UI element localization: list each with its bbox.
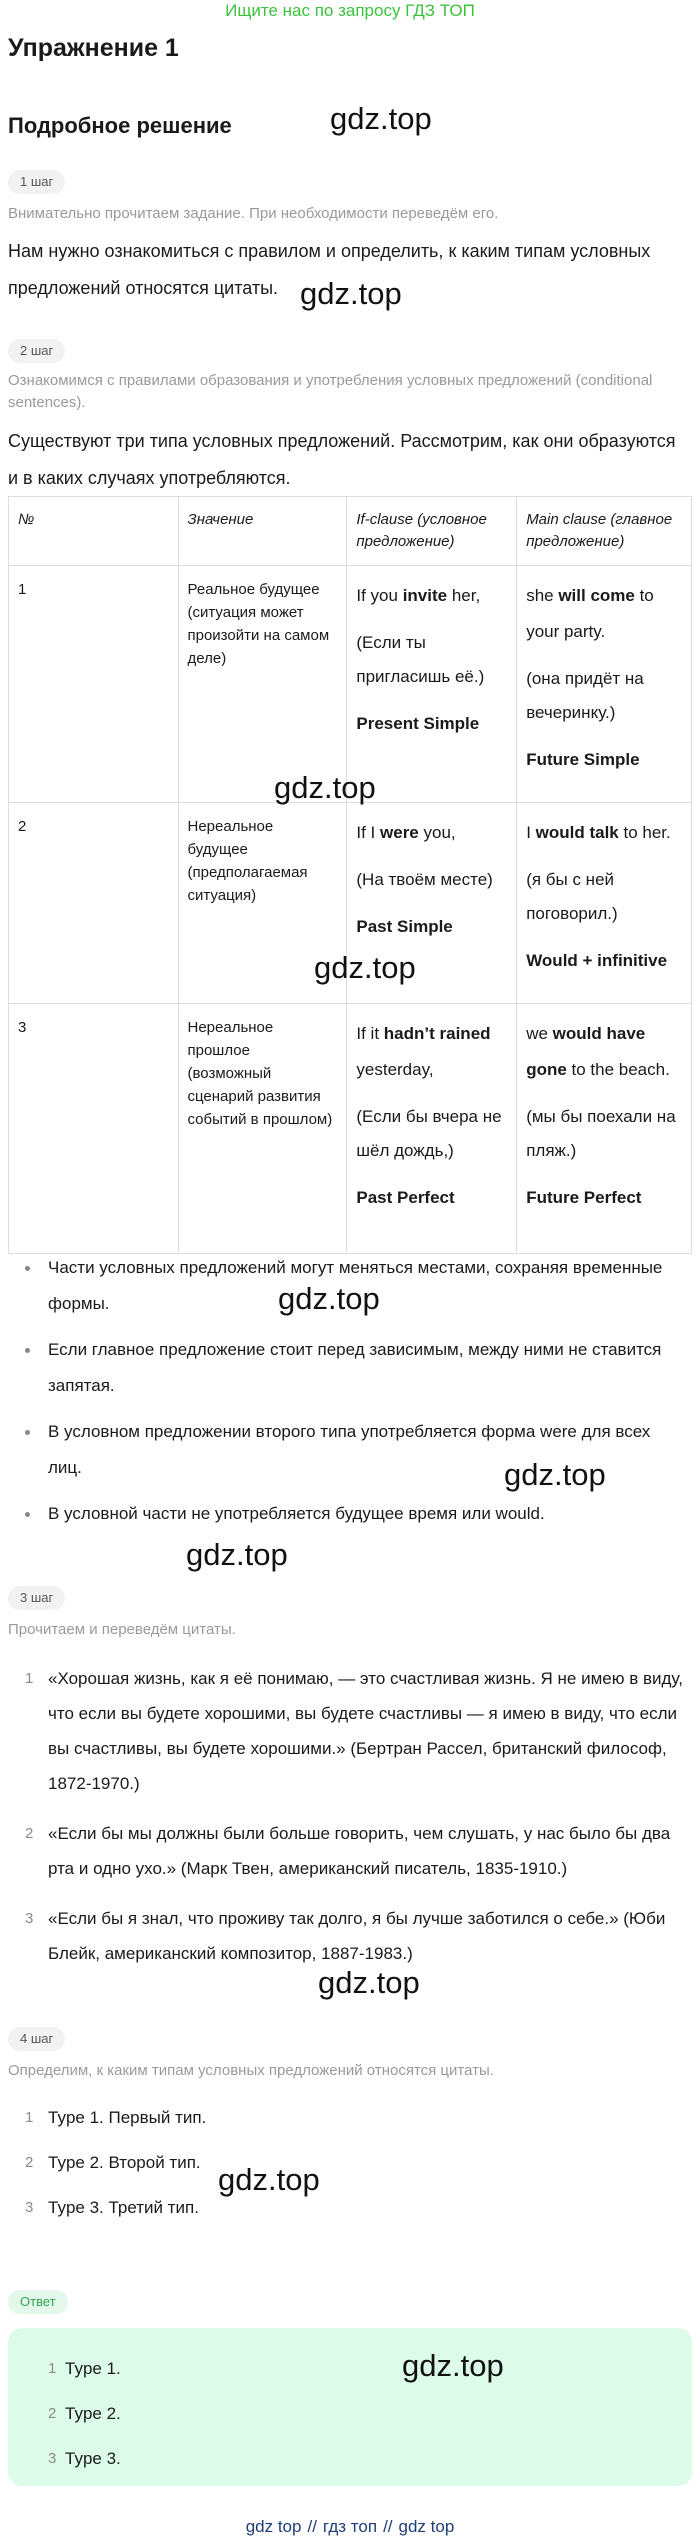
watermark: gdz.top xyxy=(330,101,432,136)
row-meaning: Реальное будущее (ситуация может произойти на самом деле) xyxy=(178,566,347,803)
rule-text: В условном предложении второго типа употребляется форма were для всех лиц. xyxy=(48,1422,651,1477)
example-text: to her. xyxy=(618,823,671,842)
footer-links xyxy=(0,2517,700,2537)
quote-text: «Если бы я знал, что проживу так долго, я бы лучше заботился о себе.» (Юби Блейк, американский композитор, 1887-1983.) xyxy=(48,1909,666,1963)
list-item xyxy=(8,2190,688,2225)
rule-text: Если главное предложение стоит перед зависимым, между ними не ставится запятая. xyxy=(48,1340,662,1395)
row-number: 3 xyxy=(9,1004,179,1254)
example-translation: (она придёт на вечеринку.) xyxy=(526,669,644,722)
answer-text: Type 2. xyxy=(65,2404,121,2423)
table-header-row xyxy=(9,497,692,566)
tense-name: Would + infinitive xyxy=(526,951,668,970)
list-item xyxy=(8,1332,688,1404)
row-meaning: Нереальное будущее (предполагаемая ситуация) xyxy=(178,803,347,1004)
example-translation: (мы бы поехали на пляж.) xyxy=(526,1107,676,1160)
step-badge: 3 шаг xyxy=(8,1586,65,1610)
list-number: 2 xyxy=(48,2405,57,2422)
list-number: 1 xyxy=(48,2360,57,2377)
list-item xyxy=(8,2354,692,2384)
watermark: gdz.top xyxy=(300,276,402,311)
list-item xyxy=(8,1661,688,1801)
step-text: Существуют три типа условных предложений. Рассмотрим, как они образуются и в каких случаях употребляются. xyxy=(8,431,676,488)
answer-text: Type 1. xyxy=(65,2359,121,2378)
type-text: Type 2. Второй тип. xyxy=(48,2153,201,2172)
list-number: 1 xyxy=(25,2109,34,2126)
example-translation: (я бы с ней поговорил.) xyxy=(526,870,618,923)
example-text: to your party. xyxy=(526,586,654,641)
list-number: 2 xyxy=(25,1825,34,1842)
bullet-icon xyxy=(25,1348,30,1353)
tense-name: Present Simple xyxy=(356,714,480,733)
step-note: Прочитаем и переведём цитаты. xyxy=(8,1621,236,1638)
step-badge: 4 шаг xyxy=(8,2027,65,2051)
quotes-list xyxy=(8,1661,688,1986)
table-header: Значение xyxy=(178,497,347,566)
main-clause-cell xyxy=(517,803,692,1004)
list-item xyxy=(8,2145,688,2180)
example-verb: would talk xyxy=(535,823,619,842)
list-item xyxy=(8,1816,688,1886)
type-text: Type 1. Первый тип. xyxy=(48,2108,207,2127)
list-item xyxy=(8,2444,692,2474)
rule-text: В условной части не употребляется будущее время или would. xyxy=(48,1504,545,1523)
example-text: yesterday, xyxy=(356,1060,434,1079)
table-header: № xyxy=(9,497,179,566)
bullet-icon xyxy=(25,1430,30,1435)
watermark: gdz.top xyxy=(186,1537,288,1572)
footer-link[interactable]: гдз топ xyxy=(322,2517,378,2536)
example-text: she xyxy=(526,586,559,605)
list-number: 1 xyxy=(25,1670,34,1687)
example-text: to the beach. xyxy=(566,1060,670,1079)
footer-link[interactable]: gdz top xyxy=(398,2517,455,2536)
list-item xyxy=(8,2399,692,2429)
example-text: we xyxy=(526,1024,553,1043)
tense-name: Future Perfect xyxy=(526,1188,642,1207)
type-text: Type 3. Третий тип. xyxy=(48,2198,199,2217)
row-meaning: Нереальное прошлое (возможный сценарий развития событий в прошлом) xyxy=(178,1004,347,1254)
watermark: gdz.top xyxy=(314,950,416,985)
list-number: 3 xyxy=(48,2450,57,2467)
step-badge: 2 шаг xyxy=(8,339,65,363)
main-clause-cell xyxy=(517,566,692,803)
watermark: gdz.top xyxy=(274,770,376,805)
conditionals-table xyxy=(8,496,692,1254)
tense-name: Past Perfect xyxy=(356,1188,455,1207)
search-hint-link[interactable]: Ищите нас по запросу ГДЗ ТОП xyxy=(225,1,475,20)
example-translation: (Если ты пригласишь её.) xyxy=(356,633,485,686)
bullet-icon xyxy=(25,1512,30,1517)
footer-separator: // xyxy=(307,2517,317,2536)
quote-text: «Хорошая жизнь, как я её понимаю, — это счастливая жизнь. Я не имею в виду, что если вы будете хорошими, вы будете счастливы — я имею в виду, что если вы счастливы, вы будете хорошими.» (Бертран Рассел, британский философ, 1872-1970.) xyxy=(48,1669,683,1793)
watermark: gdz.top xyxy=(218,2162,320,2197)
table-header: Main clause (главное предложение) xyxy=(517,497,692,566)
example-text: If you xyxy=(356,586,403,605)
list-number: 3 xyxy=(25,1910,34,1927)
example-translation: (На твоём месте) xyxy=(356,870,493,889)
answer-box xyxy=(8,2328,692,2486)
list-number: 2 xyxy=(25,2154,34,2171)
quote-text: «Если бы мы должны были больше говорить, чем слушать, у нас было бы два рта и одно ухо.» (Марк Твен, американский писатель, 1835-1910.) xyxy=(48,1824,671,1878)
example-verb: would have gone xyxy=(526,1024,646,1079)
example-verb: will come xyxy=(558,586,635,605)
tense-name: Past Simple xyxy=(356,917,453,936)
example-verb: invite xyxy=(402,586,448,605)
example-translation: (Если бы вчера не шёл дождь,) xyxy=(356,1107,502,1160)
step-note: Определим, к каким типам условных предложений относятся цитаты. xyxy=(8,2062,494,2079)
watermark: gdz.top xyxy=(318,1965,420,2000)
example-verb: hadn’t rained xyxy=(383,1024,491,1043)
table-header: If-clause (условное предложение) xyxy=(347,497,517,566)
footer-separator: // xyxy=(383,2517,393,2536)
section-title: Подробное решение xyxy=(8,113,232,138)
step-badge: 1 шаг xyxy=(8,170,65,194)
list-item xyxy=(8,2100,688,2135)
list-item xyxy=(8,1496,688,1532)
example-verb: were xyxy=(380,823,419,842)
row-number: 2 xyxy=(9,803,179,1004)
main-clause-cell xyxy=(517,1004,692,1254)
example-text: her, xyxy=(447,586,481,605)
row-number: 1 xyxy=(9,566,179,803)
table-row xyxy=(9,566,692,803)
if-clause-cell xyxy=(347,1004,517,1254)
answer-text: Type 3. xyxy=(65,2449,121,2468)
tense-name: Future Simple xyxy=(526,750,640,769)
list-number: 3 xyxy=(25,2199,34,2216)
rule-text: Части условных предложений могут меняться местами, сохраняя временные формы. xyxy=(48,1258,663,1313)
if-clause-cell xyxy=(347,566,517,803)
watermark: gdz.top xyxy=(402,2348,504,2383)
footer-link[interactable]: gdz top xyxy=(245,2517,302,2536)
page-title: Упражнение 1 xyxy=(8,34,179,62)
list-item xyxy=(8,1901,688,1971)
answer-badge: Ответ xyxy=(8,2290,68,2314)
example-text: If it xyxy=(356,1024,384,1043)
types-list xyxy=(8,2100,688,2235)
example-text: you, xyxy=(418,823,456,842)
step-note: Внимательно прочитаем задание. При необходимости переведём его. xyxy=(8,205,499,222)
example-text: I xyxy=(526,823,536,842)
table-row xyxy=(9,1004,692,1254)
bullet-icon xyxy=(25,1266,30,1271)
watermark: gdz.top xyxy=(278,1281,380,1316)
step-text: Нам нужно ознакомиться с правилом и определить, к каким типам условных предложений относятся цитаты. xyxy=(8,241,651,298)
step-note: Ознакомимся с правилами образования и употребления условных предложений (conditional sentences). xyxy=(8,372,653,411)
answer-list xyxy=(8,2354,692,2489)
watermark: gdz.top xyxy=(504,1457,606,1492)
example-text: If I xyxy=(356,823,381,842)
